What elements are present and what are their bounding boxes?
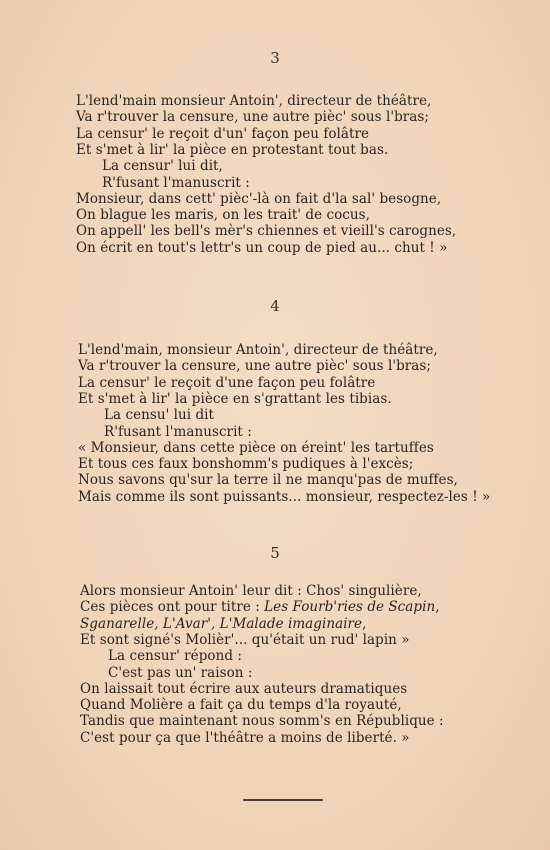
- verse-text: « Monsieur, dans cette pièce on éreint' les tartuffes: [78, 439, 434, 456]
- verse-text: Alors monsieur Antoin' leur dit : Chos' singulière,: [80, 583, 422, 599]
- verse-line: [108, 665, 253, 681]
- verse-line: [80, 632, 410, 648]
- verse-line: [104, 407, 214, 423]
- verse-text: On appell' les bell's mèr's chiennes et vieill's carognes,: [76, 223, 457, 240]
- verse-line: [108, 648, 242, 664]
- verse-line: [102, 158, 223, 174]
- verse-line: [78, 358, 431, 374]
- verse-line: [80, 713, 444, 729]
- verse-text: On laissait tout écrire aux auteurs dramatiques: [80, 680, 408, 697]
- verse-text: La censur' lui dit,: [102, 158, 223, 175]
- verse-text: La censur' le reçoit d'un' façon peu folâtre: [76, 125, 370, 142]
- verse-line: [80, 583, 422, 599]
- verse-text: Nous savons qu'sur la terre il ne manqu'pas de muffes,: [78, 472, 458, 489]
- verse-line: [78, 456, 413, 472]
- verse-text: Va r'trouver la censure, une autre pièc' sous l'bras;: [76, 109, 429, 126]
- verse-line: [76, 207, 370, 223]
- italic-title: Les Fourb'ries de Scapin: [264, 599, 436, 616]
- verse-line: [76, 223, 456, 239]
- verse-line: [78, 375, 375, 391]
- verse-line: [76, 109, 429, 125]
- verse-text: Ces pièces ont pour titre :: [80, 599, 265, 616]
- verse-line: [78, 391, 392, 407]
- verse-line: [80, 730, 410, 746]
- verse-line: [80, 697, 402, 713]
- verse-line: [80, 616, 366, 632]
- verse-text: Quand Molière a fait ça du temps d'la royauté,: [80, 697, 402, 714]
- verse-text: La censur' le reçoit d'une façon peu folâtre: [78, 374, 376, 391]
- verse-text: R'fusant l'manuscrit :: [102, 174, 250, 191]
- verse-text: Mais comme ils sont puissants... monsieur, respectez-les ! »: [78, 488, 491, 505]
- stanza-number-4: 4: [270, 297, 280, 315]
- verse-text: Et tous ces faux bonshomm's pudiques à l'excès;: [78, 456, 414, 473]
- verse-text: On blague les maris, on les trait' de cocus,: [76, 207, 370, 224]
- verse-line: [78, 472, 458, 488]
- verse-text: Monsieur, dans cett' pièc'-là on fait d'la sal' besogne,: [76, 190, 442, 207]
- verse-text: Et s'met à lir' la pièce en s'grattant les tibias.: [78, 390, 392, 407]
- verse-line: [76, 240, 447, 256]
- verse-text: On écrit en tout's lettr's un coup de pied au... chut ! »: [76, 239, 448, 256]
- italic-title: Sganarelle, L'Avar', L'Malade imaginaire: [80, 615, 363, 632]
- verse-line: [102, 175, 250, 191]
- verse-line: [80, 681, 407, 697]
- verse-text: L'lend'main, monsieur Antoin', directeur de théâtre,: [78, 342, 438, 358]
- verse-text: L'lend'main monsieur Antoin', directeur de théâtre,: [76, 93, 432, 109]
- verse-text: La censu' lui dit: [104, 407, 215, 424]
- verse-text: R'fusant l'manuscrit :: [104, 423, 252, 440]
- verse-text: C'est pour ça que l'théâtre a moins de liberté. »: [80, 729, 410, 746]
- page-number: 3: [270, 49, 280, 67]
- stanza-number-5: 5: [270, 544, 280, 562]
- verse-text: Et s'met à lir' la pièce en protestant tout bas.: [76, 141, 389, 158]
- verse-line: [78, 342, 438, 358]
- verse-line: [76, 93, 431, 109]
- verse-text: Tandis que maintenant nous somm's en République :: [80, 713, 444, 730]
- verse-text: Et sont signé's Molièr'... qu'était un rud' lapin »: [80, 631, 410, 648]
- verse-text: La censur' répond :: [108, 648, 242, 665]
- punctuation: ,: [362, 615, 367, 632]
- verse-text: C'est pas un' raison :: [108, 664, 253, 681]
- punctuation: ,: [435, 599, 440, 616]
- end-rule: [243, 799, 323, 801]
- verse-line: [78, 440, 434, 456]
- verse-line: [78, 489, 490, 505]
- verse-line: [80, 599, 440, 615]
- verse-text: Va r'trouver la censure, une autre pièc' sous l'bras;: [78, 358, 431, 375]
- verse-line: [76, 191, 441, 207]
- verse-line: [104, 424, 252, 440]
- verse-line: [76, 126, 369, 142]
- verse-line: [76, 142, 388, 158]
